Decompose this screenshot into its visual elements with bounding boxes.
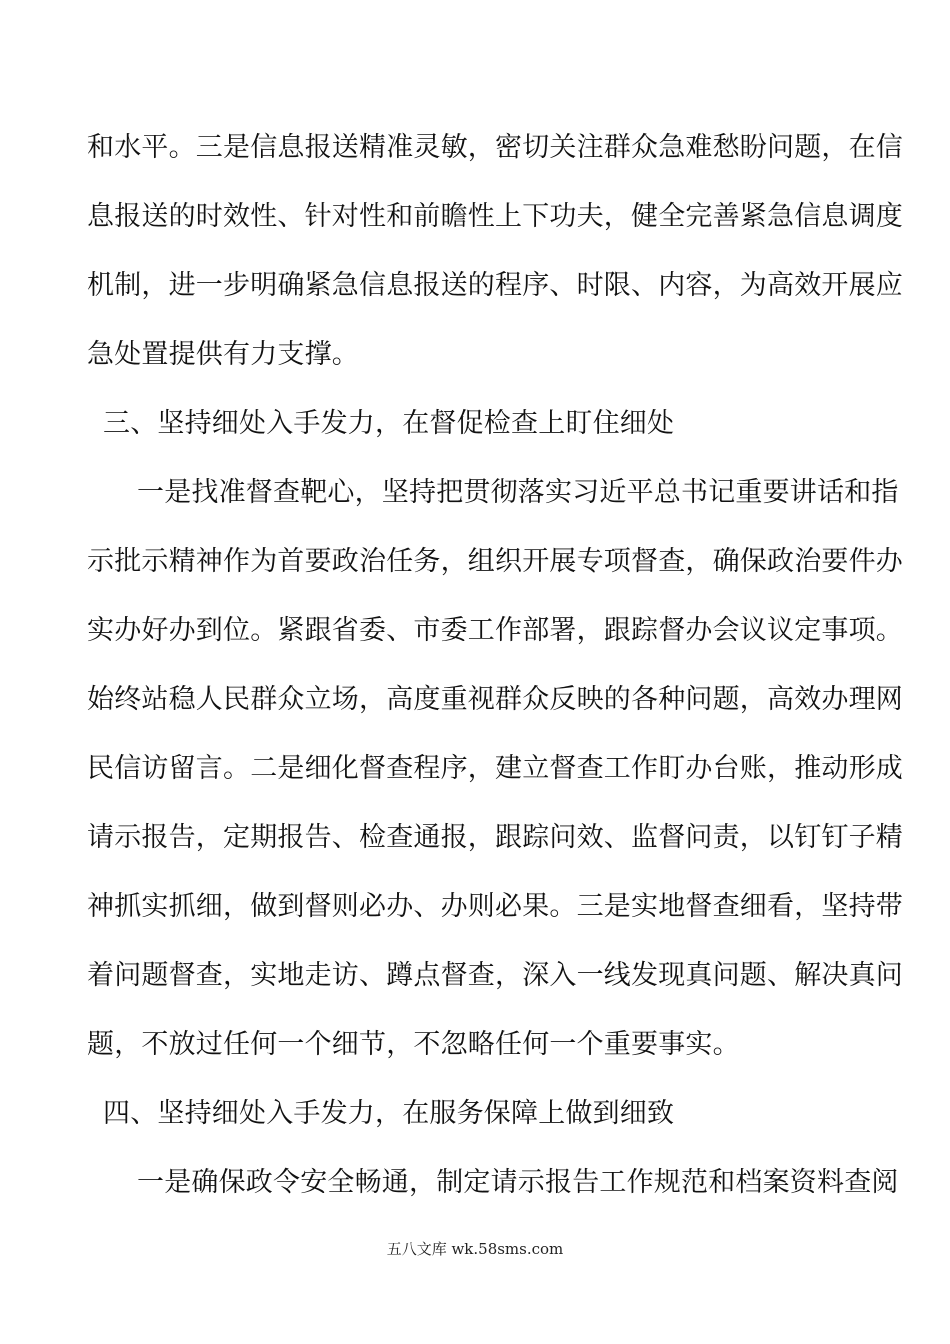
body-text-line: 实办好办到位。紧跟省委、市委工作部署，跟踪督办会议议定事项。	[87, 615, 903, 646]
body-text-line: 神抓实抓细，做到督则必办、办则必果。三是实地督查细看，坚持带	[87, 891, 903, 922]
body-text-line: 急处置提供有力支撑。	[87, 339, 359, 370]
body-text-line: 始终站稳人民群众立场，高度重视群众反映的各种问题，高效办理网	[87, 684, 903, 715]
body-text-line: 请示报告，定期报告、检查通报，跟踪问效、监督问责，以钉钉子精	[87, 822, 903, 853]
body-text-line: 机制，进一步明确紧急信息报送的程序、时限、内容，为高效开展应	[87, 270, 903, 301]
body-text-line: 示批示精神作为首要政治任务，组织开展专项督查，确保政治要件办	[87, 546, 903, 577]
body-text-line: 和水平。三是信息报送精准灵敏，密切关注群众急难愁盼问题，在信	[87, 132, 903, 163]
body-text-line: 息报送的时效性、针对性和前瞻性上下功夫，健全完善紧急信息调度	[87, 201, 903, 232]
body-text-line: 民信访留言。二是细化督查程序，建立督查工作盯办台账，推动形成	[87, 753, 903, 784]
body-text-line: 着问题督查，实地走访、蹲点督查，深入一线发现真问题、解决真问	[87, 960, 903, 991]
section-heading: 四、坚持细处入手发力，在服务保障上做到细致	[103, 1098, 675, 1129]
body-text-line: 题，不放过任何一个细节，不忽略任何一个重要事实。	[87, 1029, 740, 1060]
section-heading: 三、坚持细处入手发力，在督促检查上盯住细处	[103, 408, 675, 439]
paragraph-first-line: 一是确保政令安全畅通，制定请示报告工作规范和档案资料查阅	[137, 1167, 899, 1198]
page-footer-watermark: 五八文库 wk.58sms.com	[386, 1240, 564, 1258]
paragraph-first-line: 一是找准督查靶心，坚持把贯彻落实习近平总书记重要讲话和指	[137, 477, 899, 508]
